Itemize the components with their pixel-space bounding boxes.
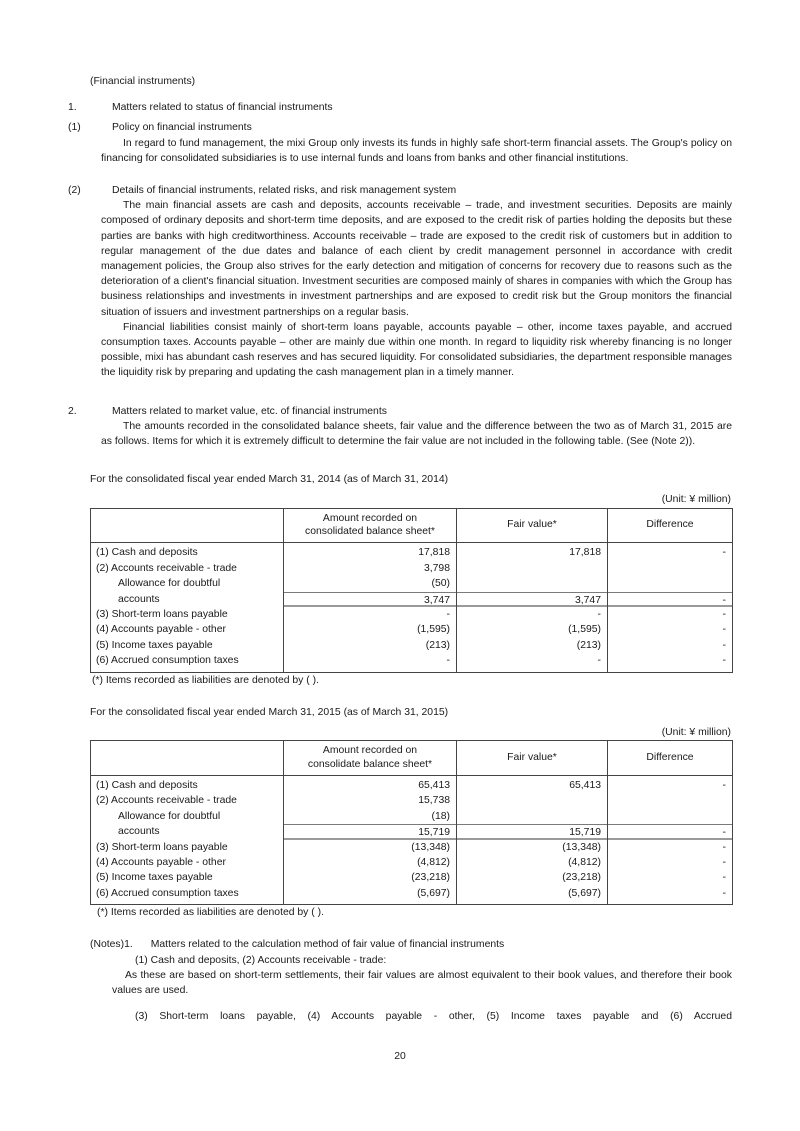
- table-cell-value: 15,719: [284, 824, 456, 839]
- table-cell-value: (50): [431, 578, 450, 590]
- section-1-2-paragraph-2: Financial liabilities consist mainly of short-term loans payable, accounts payable – other, income taxes payable, and accrued consumption taxes. Accounts payable – other are mainly due within one month. In regard to liquidity risk whereby financing is no longer possible, mixi has abundant cash reserves and has secured liquidity. For consolidated subsidiaries, the department responsible manages the liquidity risk by preparing and updating the cash management plan in a timely manner.: [101, 321, 732, 379]
- table-cell-value: 17,818: [418, 547, 450, 559]
- section-1-1-body: In regard to fund management, the mixi Group only invests its funds in highly safe short-term financial assets. The Group's policy on financing for consolidated subsidiaries is to use internal funds and loans from banks and other financial institutions.: [101, 137, 732, 164]
- table-cell-value: -: [597, 655, 601, 667]
- table-cell-value: -: [608, 824, 732, 839]
- page-number: 20: [394, 1051, 406, 1062]
- table-2015-amount-column: [284, 776, 457, 905]
- table-2014-difference-column: [608, 543, 733, 672]
- table-2014-header-item: [91, 508, 284, 543]
- table-cell-value: [457, 561, 607, 576]
- table-cell-value: -: [722, 547, 726, 559]
- table-2015-header-item: [91, 741, 284, 776]
- financial-table-2014: [90, 508, 733, 673]
- table-2014-header-fair: Fair value*: [457, 508, 608, 543]
- section-2-number: 2.: [68, 405, 77, 417]
- table-cell-value: -: [722, 639, 726, 651]
- table-row-label: (2) Accounts receivable - trade: [96, 562, 237, 574]
- table-cell-value: (213): [425, 639, 450, 651]
- table-cell-value: [457, 809, 607, 824]
- table-row-label: (6) Accrued consumption taxes: [96, 887, 239, 899]
- table-cell-value: -: [722, 887, 726, 899]
- table-cell-value: 15,738: [418, 795, 450, 807]
- table-row-label: (1) Cash and deposits: [96, 547, 198, 559]
- table-cell-value: (4,812): [417, 856, 450, 868]
- notes-heading: [90, 937, 732, 952]
- table-2014-unit: (Unit: ¥ million): [661, 494, 731, 506]
- table-2015-header-amount: [284, 741, 457, 776]
- table-cell-value: (5,697): [417, 887, 450, 899]
- table-row-label: (4) Accounts payable - other: [96, 624, 226, 636]
- table-2014-header-difference: Difference: [608, 508, 733, 543]
- page-content: [68, 74, 732, 1024]
- notes-item-a: (1) Cash and deposits, (2) Accounts receivable - trade:: [135, 954, 387, 966]
- table-2015-header-amount-line2: consolidate balance sheet*: [307, 758, 433, 770]
- table-cell-value: (13,348): [562, 841, 601, 853]
- table-2014-header-amount: [284, 508, 457, 543]
- section-2-heading: [68, 404, 732, 419]
- table-row-label: Allowance for doubtful: [118, 578, 221, 590]
- table-cell-value: -: [446, 655, 450, 667]
- section-2-body: The amounts recorded in the consolidated balance sheets, fair value and the difference between the two as of March 31, 2015 are as follows. Items for which it is extremely difficult to determine the fair value are not included in the following table. (See (Note 2)).: [101, 420, 732, 448]
- table-2015-header-difference: Difference: [608, 741, 733, 776]
- table-cell-value: 3,747: [284, 592, 456, 607]
- table-cell-value: (213): [576, 639, 601, 651]
- table-2014-header-amount-line2: consolidated balance sheet*: [305, 526, 435, 538]
- table-2015-header-fair: Fair value*: [457, 741, 608, 776]
- table-cell-value: 3,798: [423, 562, 450, 574]
- table-2015-caption: For the consolidated fiscal year ended March 31, 2015 (as of March 31, 2015): [90, 706, 449, 718]
- table-2015-unit: (Unit: ¥ million): [661, 727, 731, 739]
- table-cell-value: [608, 576, 732, 591]
- section-title: (Financial instruments): [90, 76, 196, 87]
- section-1-2-heading: [68, 183, 732, 198]
- table-cell-value: (1,595): [568, 624, 601, 636]
- table-cell-value: [457, 793, 607, 808]
- table-cell-value: 3,747: [457, 592, 607, 607]
- table-cell-value: -: [722, 655, 726, 667]
- table-cell-value: -: [722, 609, 726, 621]
- table-row-label: (1) Cash and deposits: [96, 780, 198, 792]
- table-cell-value: -: [722, 872, 726, 884]
- table-cell-value: -: [722, 624, 726, 636]
- table-row-label: (4) Accounts payable - other: [96, 856, 226, 868]
- table-cell-value: -: [722, 841, 726, 853]
- table-2014-footnote: (*) Items recorded as liabilities are denoted by ( ).: [92, 674, 319, 686]
- table-row-label: (5) Income taxes payable: [96, 872, 213, 884]
- table-row-label: (2) Accounts receivable - trade: [96, 795, 237, 807]
- table-2014-caption: For the consolidated fiscal year ended March 31, 2014 (as of March 31, 2014): [90, 474, 449, 486]
- section-1-1-number: (1): [68, 122, 81, 134]
- table-row-label: (5) Income taxes payable: [96, 639, 213, 651]
- financial-table-2015: [90, 740, 733, 905]
- notes-number: 1.: [124, 939, 133, 951]
- section-1-heading-text: Matters related to status of financial instruments: [112, 102, 333, 114]
- section-2-heading-text: Matters related to market value, etc. of financial instruments: [112, 405, 387, 417]
- table-cell-value: -: [722, 856, 726, 868]
- table-row-label: (6) Accrued consumption taxes: [96, 655, 239, 667]
- table-2014-header-row: [91, 508, 733, 543]
- section-1-1-heading: [68, 120, 732, 135]
- table-cell-value: [457, 576, 607, 591]
- table-2014-fair-column: [457, 543, 608, 672]
- table-cell-value: (4,812): [568, 856, 601, 868]
- section-1-heading: [68, 100, 732, 115]
- table-cell-value: [608, 561, 732, 576]
- table-cell-value: (1,595): [417, 624, 450, 636]
- table-row-label: Allowance for doubtful: [118, 810, 221, 822]
- table-cell-value: (5,697): [568, 887, 601, 899]
- table-2015-footnote: (*) Items recorded as liabilities are denoted by ( ).: [97, 907, 324, 919]
- section-1-2-paragraph-1: The main financial assets are cash and deposits, accounts receivable – trade, and investment securities. Deposits are mainly composed of ordinary deposits and short-term time deposits, and are exposed to the credit risk of parties holding the deposits but these parties are banks with high creditworthiness. Accounts receivable – trade are exposed to the credit risk of customers but in addition to regular management of the due dates and balance of each client by credit management personnel in accordance with credit management policies, the Group also strives for the early detection and mitigation of concerns for recovery due to reasons such as the deterioration of a client's financial situation. Investment securities are composed mainly of shares in companies with which the Group has business relationships and investments in investment partnerships and are exposed to credit risk but the Group monitors the financial situation of issuers and investment partnerships on a regular basis.: [101, 200, 732, 318]
- table-cell-value: -: [597, 609, 601, 621]
- notes-heading-text: Matters related to the calculation method of fair value of financial instruments: [150, 939, 505, 951]
- table-2015-item-column: [91, 776, 284, 905]
- table-2015-fair-column: [457, 776, 608, 905]
- table-2015-difference-column: [608, 776, 733, 905]
- table-row-label: accounts: [118, 826, 160, 838]
- notes-body-a: As these are based on short-term settlements, their fair values are almost equivalent to their book values, and therefore their book values are used.: [112, 969, 732, 996]
- table-row-label: (3) Short-term loans payable: [96, 609, 228, 621]
- notes-label: (Notes): [90, 939, 125, 951]
- table-cell-value: -: [722, 780, 726, 792]
- table-cell-value: [608, 809, 732, 824]
- table-row-label: accounts: [118, 593, 160, 605]
- table-cell-value: (18): [431, 810, 450, 822]
- table-cell-value: 65,413: [569, 780, 601, 792]
- table-cell-value: [608, 793, 732, 808]
- table-2015-header-amount-line1: Amount recorded on: [322, 745, 418, 757]
- table-cell-value: (23,218): [562, 872, 601, 884]
- table-2014-item-column: [91, 543, 284, 672]
- table-2015-header-row: [91, 741, 733, 776]
- section-1-2-number: (2): [68, 185, 81, 197]
- table-2014-header-amount-line1: Amount recorded on: [322, 512, 418, 524]
- table-cell-value: 15,719: [457, 824, 607, 839]
- section-1-2-heading-text: Details of financial instruments, related risks, and risk management system: [112, 185, 457, 197]
- table-row-label: (3) Short-term loans payable: [96, 841, 228, 853]
- table-2014-body-row: [91, 543, 733, 672]
- table-2015-body-row: [91, 776, 733, 905]
- notes-item-b: (3) Short-term loans payable, (4) Accounts payable - other, (5) Income taxes payable and (6) Accrued: [135, 1011, 732, 1023]
- table-cell-value: (13,348): [411, 841, 450, 853]
- table-2014-amount-column: [284, 543, 457, 672]
- table-cell-value: 17,818: [569, 547, 601, 559]
- section-1-number: 1.: [68, 102, 77, 114]
- table-cell-value: -: [446, 609, 450, 621]
- section-1-1-heading-text: Policy on financial instruments: [112, 122, 252, 134]
- table-cell-value: (23,218): [411, 872, 450, 884]
- table-cell-value: -: [608, 592, 732, 607]
- table-cell-value: 65,413: [418, 780, 450, 792]
